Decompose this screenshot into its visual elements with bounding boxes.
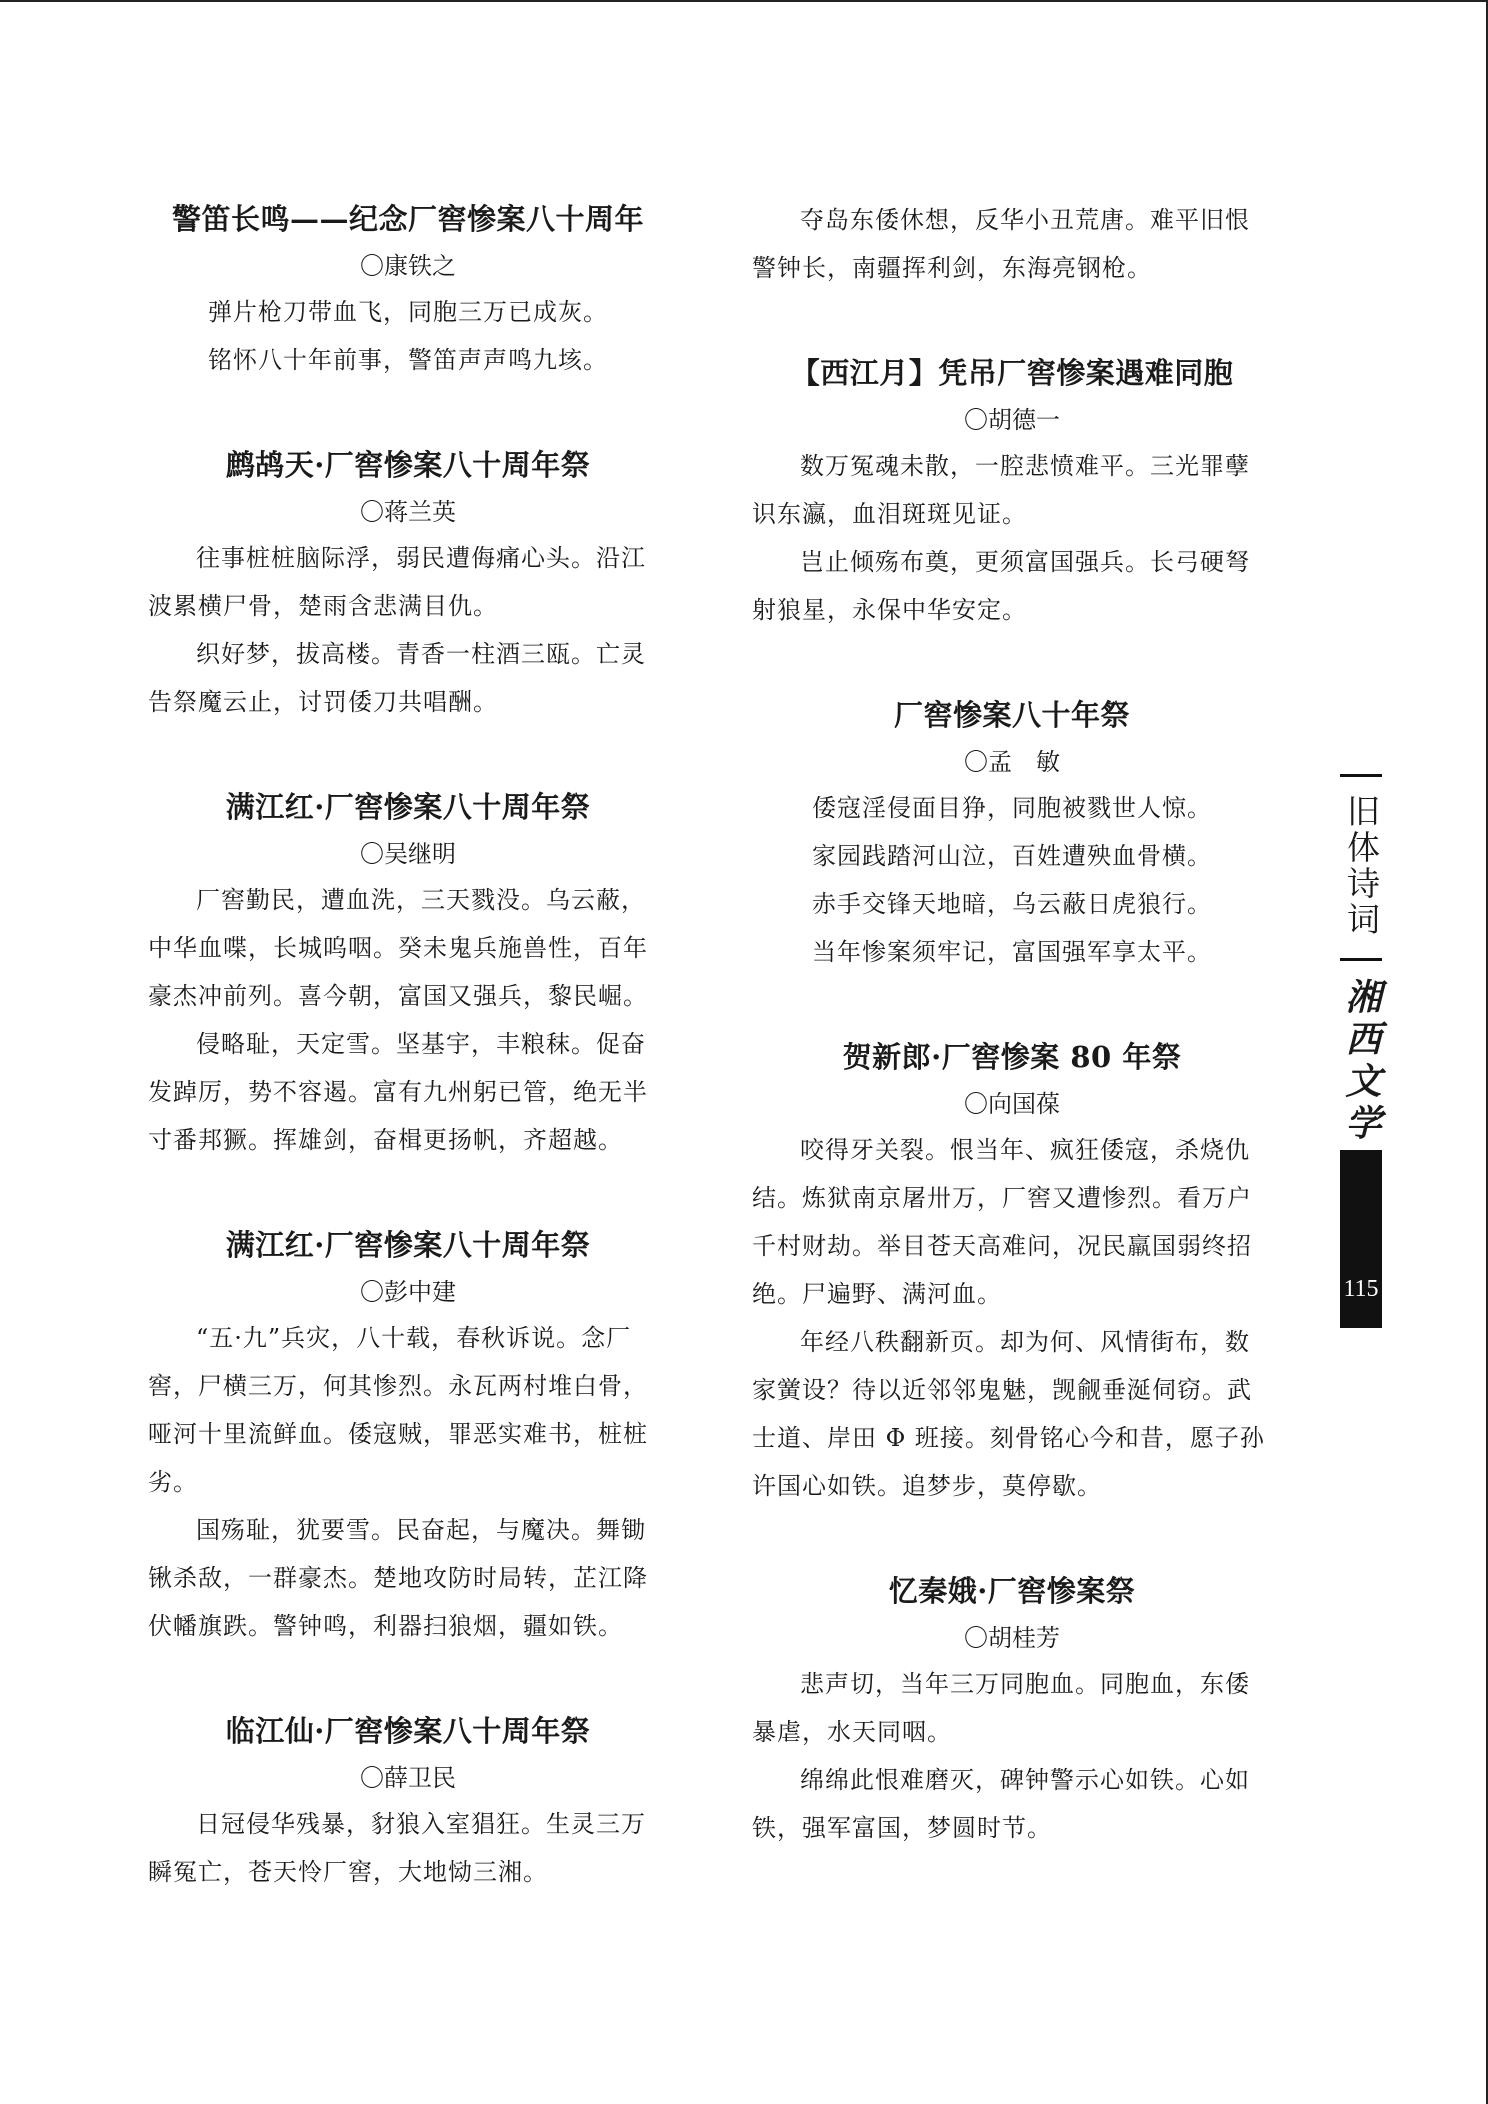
poem-line: 往事桩桩脑际浮，弱民遭侮痛心头。沿江 [196, 544, 646, 572]
poem-author: 〇蒋兰英 [360, 498, 456, 526]
poem-line: 结。炼狱南京屠卅万，厂窖又遭惨烈。看万户 [752, 1184, 1252, 1212]
poem-line: 家园践踏河山泣，百姓遭殃血骨横。 [812, 842, 1212, 870]
poem-line: 赤手交锋天地暗，乌云蔽日虎狼行。 [812, 890, 1212, 918]
poem-line: 伏幡旗跌。警钟鸣，利器扫狼烟，疆如铁。 [148, 1612, 623, 1640]
sidebar-rule-top [1340, 774, 1382, 777]
poem-title: 【西江月】凭吊厂窖惨案遇难同胞 [790, 356, 1234, 390]
poem-title: 满江红·厂窖惨案八十周年祭 [225, 1228, 591, 1262]
poem-line: 绝。尸遍野、满河血。 [752, 1280, 1002, 1308]
poem-line: 射狼星，永保中华安定。 [752, 596, 1027, 624]
poem-line: 劣。 [148, 1468, 198, 1496]
poem-line: 寸番邦獗。挥雄剑，奋楫更扬帆，齐超越。 [148, 1126, 623, 1154]
poem-block [752, 350, 1272, 634]
poem-line: 中华血喋，长城呜咽。癸未鬼兵施兽性，百年 [148, 934, 648, 962]
poem-author: 〇吴继明 [360, 840, 456, 868]
poem-line: 铁，强军富国，梦圆时节。 [752, 1814, 1052, 1842]
poem-line: 年经八秩翻新页。却为何、风情街布，数 [800, 1328, 1250, 1356]
poem-line: 国殇耻，犹要雪。民奋起，与魔决。舞锄 [196, 1516, 646, 1544]
poem-block [752, 1034, 1272, 1510]
poem-title: 鹧鸪天·厂窖惨案八十周年祭 [225, 448, 591, 482]
poem-line: “五·九”兵灾，八十载，春秋诉说。念厂 [196, 1324, 632, 1352]
poem-block [148, 196, 668, 384]
sidebar-category: 旧体诗词 [1342, 794, 1381, 938]
poem-line: 岂止倾殇布奠，更须富国强兵。长弓硬弩 [800, 548, 1250, 576]
poem-line: 绵绵此恨难磨灭，碑钟警示心如铁。心如 [800, 1766, 1250, 1794]
poem-block [148, 784, 668, 1164]
sidebar-journal-logo: 湘西文学 [1340, 978, 1382, 1146]
poem-block [148, 442, 668, 726]
poem-title: 满江红·厂窖惨案八十周年祭 [225, 790, 591, 824]
left-column [148, 196, 668, 1954]
poem-line: 警钟长，南疆挥利剑，东海亮钢枪。 [752, 254, 1152, 282]
poem-line: 识东瀛，血泪斑斑见证。 [752, 500, 1027, 528]
poem-line: 侵略耻，天定雪。坚基宇，丰粮秣。促奋 [196, 1030, 646, 1058]
poem-line: 倭寇淫侵面目狰，同胞被戮世人惊。 [812, 794, 1212, 822]
poem-line: 告祭魔云止，讨罚倭刀共唱酬。 [148, 688, 498, 716]
page-number: 115 [1343, 1276, 1379, 1302]
sidebar-rule-middle [1340, 958, 1382, 961]
poem-line: 数万冤魂未散，一腔悲愤难平。三光罪孽 [800, 452, 1250, 480]
poem-line: 当年惨案须牢记，富国强军享太平。 [812, 938, 1212, 966]
poem-title: 警笛长鸣——纪念厂窖惨案八十周年 [171, 202, 644, 236]
poem-line: 夺岛东倭休想，反华小丑荒唐。难平旧恨 [800, 206, 1250, 234]
page-border-top [0, 0, 1488, 2]
poem-block [752, 1568, 1272, 1852]
poem-line: 织好梦，拔高楼。青香一柱酒三瓯。亡灵 [196, 640, 646, 668]
poem-line: 发踔厉，势不容遏。富有九州躬已管，绝无半 [148, 1078, 648, 1106]
poem-author: 〇彭中建 [360, 1278, 456, 1306]
poem-line: 窖，尸横三万，何其惨烈。永瓦两村堆白骨， [148, 1372, 648, 1400]
poem-line: 许国心如铁。追梦步，莫停歇。 [752, 1472, 1102, 1500]
poem-line: 咬得牙关裂。恨当年、疯狂倭寇，杀烧仇 [800, 1136, 1250, 1164]
poem-block [752, 196, 1272, 292]
right-column [752, 196, 1272, 1910]
poem-title: 忆秦娥·厂窖惨案祭 [888, 1574, 1136, 1608]
poem-line: 暴虐，水天同咽。 [752, 1718, 952, 1746]
poem-block [148, 1708, 668, 1896]
poem-line: 瞬冤亡，苍天怜厂窖，大地恸三湘。 [148, 1858, 548, 1886]
poem-line: 波累横尸骨，楚雨含悲满目仇。 [148, 592, 498, 620]
poem-title: 贺新郎·厂窖惨案 80 年祭 [842, 1040, 1182, 1074]
poem-line: 士道、岸田 Φ 班接。刻骨铭心今和昔，愿子孙 [752, 1424, 1265, 1452]
poem-block [148, 1222, 668, 1650]
poem-line: 锹杀敌，一群豪杰。楚地攻防时局转，芷江降 [148, 1564, 648, 1592]
poem-author: 〇康铁之 [360, 252, 456, 280]
poem-block [752, 692, 1272, 976]
poem-line: 豪杰冲前列。喜今朝，富国又强兵，黎民崛。 [148, 982, 648, 1010]
poem-line: 家黉设？待以近邻邻鬼魅，觊觎垂涎伺窃。武 [752, 1376, 1252, 1404]
poem-line: 弹片枪刀带血飞，同胞三万已成灰。 [208, 298, 608, 326]
poem-author: 〇向国葆 [964, 1090, 1060, 1118]
poem-author: 〇薛卫民 [360, 1764, 456, 1792]
poem-line: 千村财劫。举目苍天高难问，况民羸国弱终招 [752, 1232, 1252, 1260]
poem-author: 〇胡德一 [964, 406, 1060, 434]
poem-line: 日冠侵华残暴，豺狼入室猖狂。生灵三万 [196, 1810, 646, 1838]
poem-line: 悲声切，当年三万同胞血。同胞血，东倭 [800, 1670, 1250, 1698]
poem-line: 厂窖勤民，遭血洗，三天戮没。乌云蔽， [196, 886, 646, 914]
poem-line: 铭怀八十年前事，警笛声声鸣九垓。 [208, 346, 608, 374]
poem-title: 厂窖惨案八十年祭 [893, 698, 1130, 732]
poem-author: 〇孟 敏 [964, 748, 1060, 776]
poem-title: 临江仙·厂窖惨案八十周年祭 [225, 1714, 591, 1748]
poem-author: 〇胡桂芳 [964, 1624, 1060, 1652]
poem-line: 哑河十里流鲜血。倭寇贼，罪恶实难书，桩桩 [148, 1420, 648, 1448]
